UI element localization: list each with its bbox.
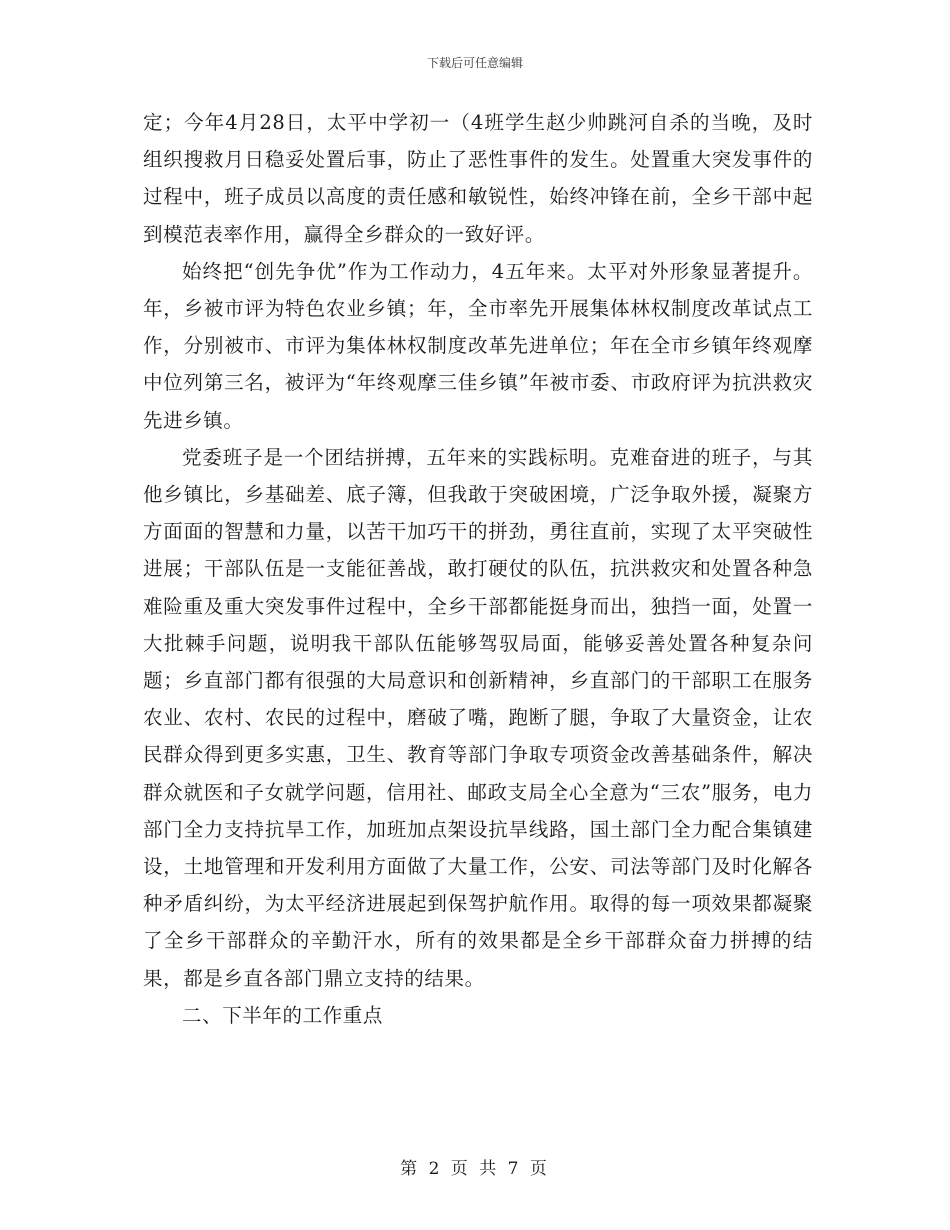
paragraph-awards: 始终把“创先争优”作为工作动力，4五年来。太平对外形象显著提升。年，乡被市评为特色农业乡镇；年，全市率先开展集体林权制度改革试点工作，分别被市、市评为集体林权制度改革先进单位；年在全市乡镇年终观摩中位列第三名，被评为“年终观摩三佳乡镇”年被市委、市政府评为抗洪救灾先进乡镇。	[143, 259, 813, 432]
paragraph-continuation: 定；今年4月28日，太平中学初一（4班学生赵少帅跳河自杀的当晚，及时组织搜救月日稳妥处置后事，防止了恶性事件的发生。处置重大突发事件的过程中，班子成员以高度的责任感和敏锐性，始终冲锋在前，全乡干部中起到模范表率作用，赢得全乡群众的一致好评。	[143, 111, 813, 246]
page-number: 第 2 页 共 7 页	[400, 1159, 550, 1179]
document-body	[143, 104, 813, 1034]
page-header-note: 下载后可任意编辑	[426, 56, 523, 70]
section-heading: 二、下半年的工作重点	[182, 1003, 384, 1027]
paragraph-team: 党委班子是一个团结拼搏，五年来的实践标明。克难奋进的班子，与其他乡镇比，乡基础差、底子簿，但我敢于突破困境，广泛争取外援，凝聚方方面面的智慧和力量，以苦干加巧干的拼劲，勇往直前，实现了太平突破性进展；干部队伍是一支能征善战，敢打硬仗的队伍，抗洪救灾和处置各种急难险重及重大突发事件过程中，全乡干部都能挺身而出，独挡一面，处置一大批棘手问题，说明我干部队伍能够驾驭局面，能够妥善处置各种复杂问题；乡直部门都有很强的大局意识和创新精神，乡直部门的干部职工在服务农业、农村、农民的过程中，磨破了嘴，跑断了腿，争取了大量资金，让农民群众得到更多实惠，卫生、教育等部门争取专项资金改善基础条件，解决群众就医和子女就学问题，信用社、邮政支局全心全意为“三农”服务，电力部门全力支持抗旱工作，加班加点架设抗旱线路，国土部门全力配合集镇建设，土地管理和开发利用方面做了大量工作，公安、司法等部门及时化解各种矛盾纠纷，为太平经济进展起到保驾护航作用。取得的每一项效果都凝聚了全乡干部群众的辛勤汗水，所有的效果都是全乡干部群众奋力拼搏的结果，都是乡直各部门鼎立支持的结果。	[143, 445, 813, 990]
